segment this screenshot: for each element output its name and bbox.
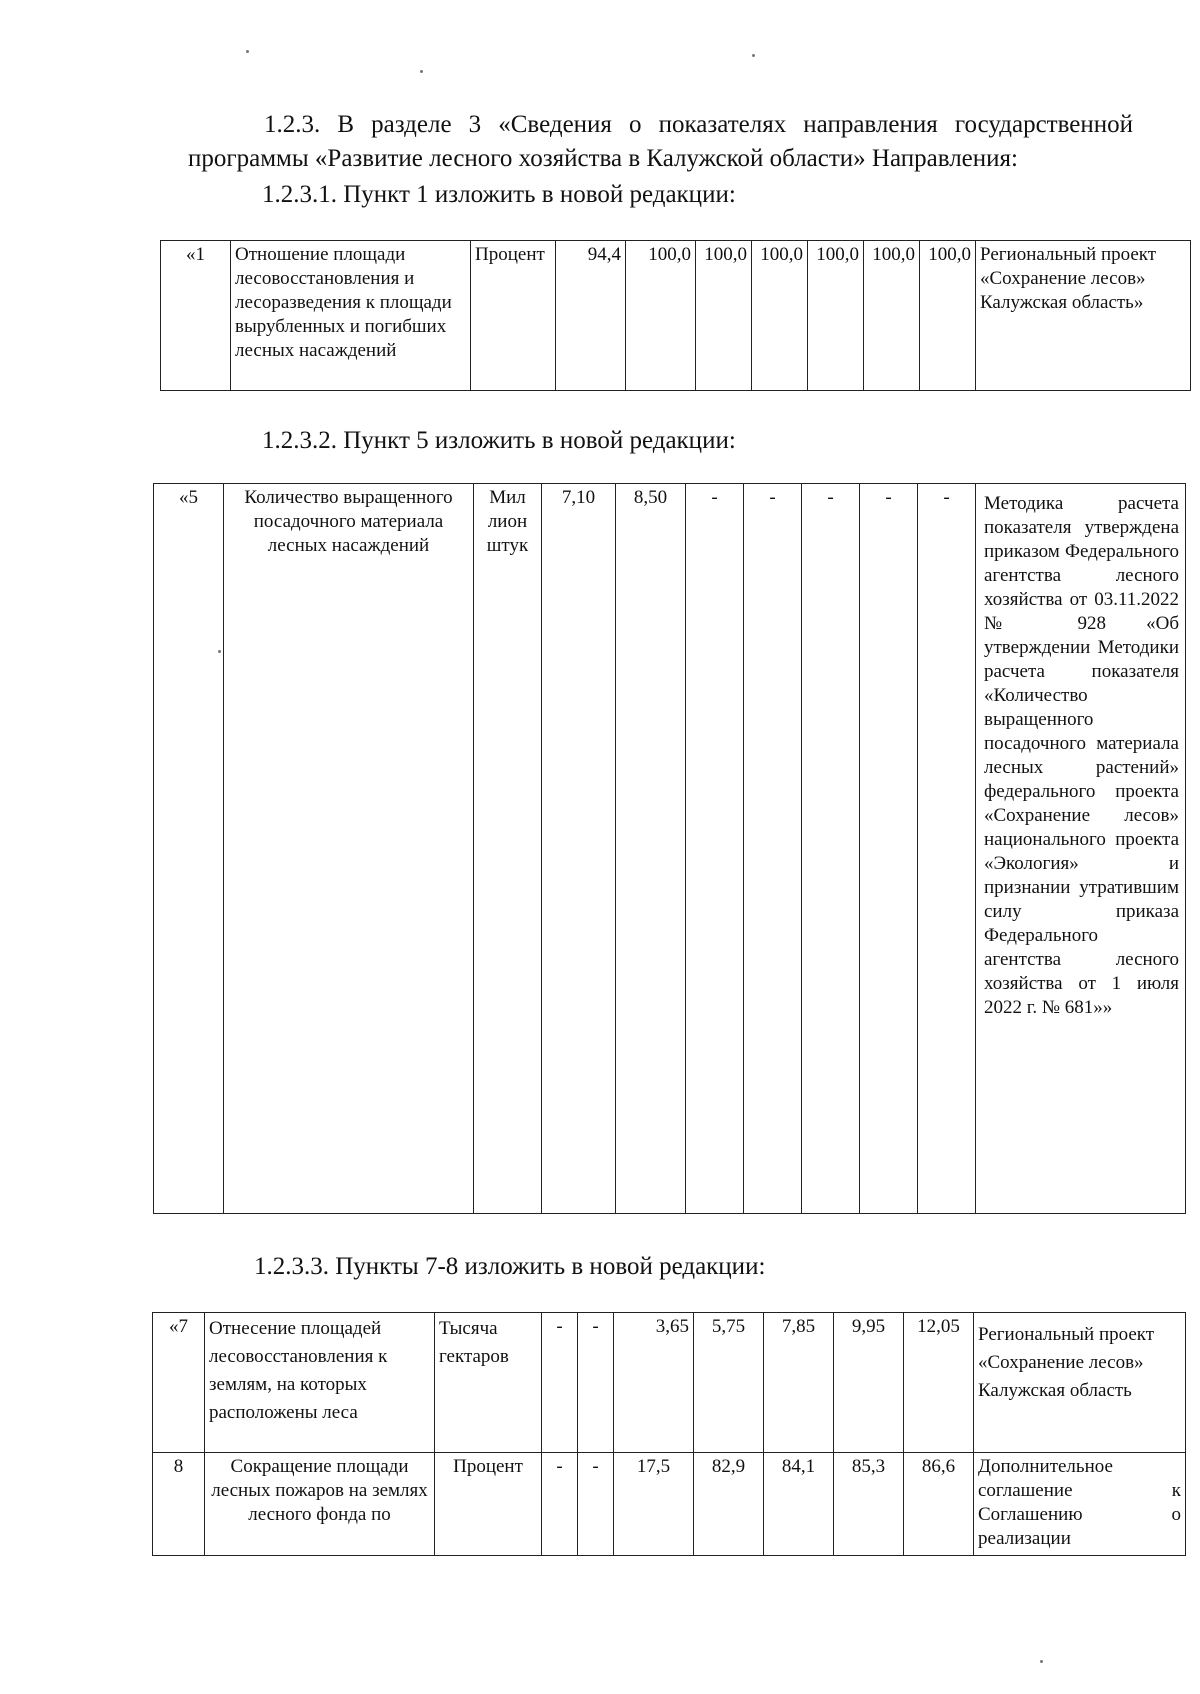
unit: Процент	[435, 1453, 542, 1556]
value-cell: -	[802, 484, 860, 1214]
intro-paragraph: 1.2.3. В разделе 3 «Сведения о показателях направления государственной программы «Развитие лесного хозяйства в Калужской области» Направления:	[188, 111, 1133, 172]
indicator-name: Отнесение площадей лесовосстановления к землям, на которых расположены леса	[205, 1313, 435, 1453]
table-point-1	[160, 240, 1191, 391]
scan-speck	[246, 50, 249, 53]
indicator-name: Отношение площади лесовосстановления и лесоразведения к площади вырубленных и погибших лесных насаждений	[231, 241, 471, 391]
row-number: «1	[161, 241, 231, 391]
unit: Процент	[471, 241, 556, 391]
value-cell: 7,85	[764, 1313, 834, 1453]
value-cell: 12,05	[904, 1313, 974, 1453]
value-cell: 3,65	[614, 1313, 694, 1453]
value-cell: 5,75	[694, 1313, 764, 1453]
value-cell: -	[578, 1313, 614, 1453]
value-cell: 8,50	[616, 484, 686, 1214]
value-cell: -	[542, 1453, 578, 1556]
indicator-name: Сокращение площади лесных пожаров на землях лесного фонда по	[205, 1453, 435, 1556]
value-cell: 17,5	[614, 1453, 694, 1556]
value-cell: 94,4	[556, 241, 626, 391]
value-cell: 100,0	[696, 241, 752, 391]
source-cell: Методика расчета показателя утверждена приказом Федерального агентства лесного хозяйства от 03.11.2022 № 928 «Об утверждении Методики расчета показателя «Количество выращенного посадочного материала лесных растений» федерального проекта «Сохранение лесов» национального проекта «Экология» и признании утратившим силу приказа Федерального агентства лесного хозяйства от 1 июля 2022 г. № 681»»	[976, 484, 1186, 1214]
item-1-2-3-1: 1.2.3.1. Пункт 1 изложить в новой редакции:	[262, 181, 736, 208]
value-cell: 100,0	[626, 241, 696, 391]
unit: Тысяча гектаров	[435, 1313, 542, 1453]
value-cell: -	[578, 1453, 614, 1556]
table-row	[153, 1453, 1186, 1556]
value-cell: 100,0	[808, 241, 864, 391]
scan-speck	[752, 54, 755, 57]
value-cell: 100,0	[752, 241, 808, 391]
value-cell: -	[686, 484, 744, 1214]
row-number: 8	[153, 1453, 205, 1556]
value-cell: 84,1	[764, 1453, 834, 1556]
value-cell: 100,0	[864, 241, 920, 391]
unit: Мил лион штук	[474, 484, 542, 1214]
table-point-5	[153, 483, 1186, 1214]
value-cell: -	[542, 1313, 578, 1453]
value-cell: 7,10	[542, 484, 616, 1214]
value-cell: -	[918, 484, 976, 1214]
item-1-2-3-3: 1.2.3.3. Пункты 7-8 изложить в новой редакции:	[254, 1253, 766, 1280]
item-1-2-3-2: 1.2.3.2. Пункт 5 изложить в новой редакции:	[262, 427, 736, 454]
scan-speck	[1040, 1660, 1043, 1663]
scan-speck	[420, 70, 423, 73]
table-row	[153, 1313, 1186, 1453]
row-number: «7	[153, 1313, 205, 1453]
indicator-name: Количество выращенного посадочного материала лесных насаждений	[224, 484, 474, 1214]
table-row	[161, 241, 1191, 391]
value-cell: 86,6	[904, 1453, 974, 1556]
source-cell: Региональный проект «Сохранение лесов» Калужская область	[974, 1313, 1186, 1453]
value-cell: -	[860, 484, 918, 1214]
value-cell: 9,95	[834, 1313, 904, 1453]
source-cell: Региональный проект «Сохранение лесов» Калужская область»	[976, 241, 1191, 391]
value-cell: -	[744, 484, 802, 1214]
value-cell: 100,0	[920, 241, 976, 391]
table-points-7-8	[152, 1312, 1186, 1556]
row-number: «5	[154, 484, 224, 1214]
table-row	[154, 484, 1186, 1214]
value-cell: 82,9	[694, 1453, 764, 1556]
value-cell: 85,3	[834, 1453, 904, 1556]
source-cell: Дополнительное соглашение к Соглашению о реализации	[974, 1453, 1186, 1556]
scan-speck	[218, 650, 221, 653]
